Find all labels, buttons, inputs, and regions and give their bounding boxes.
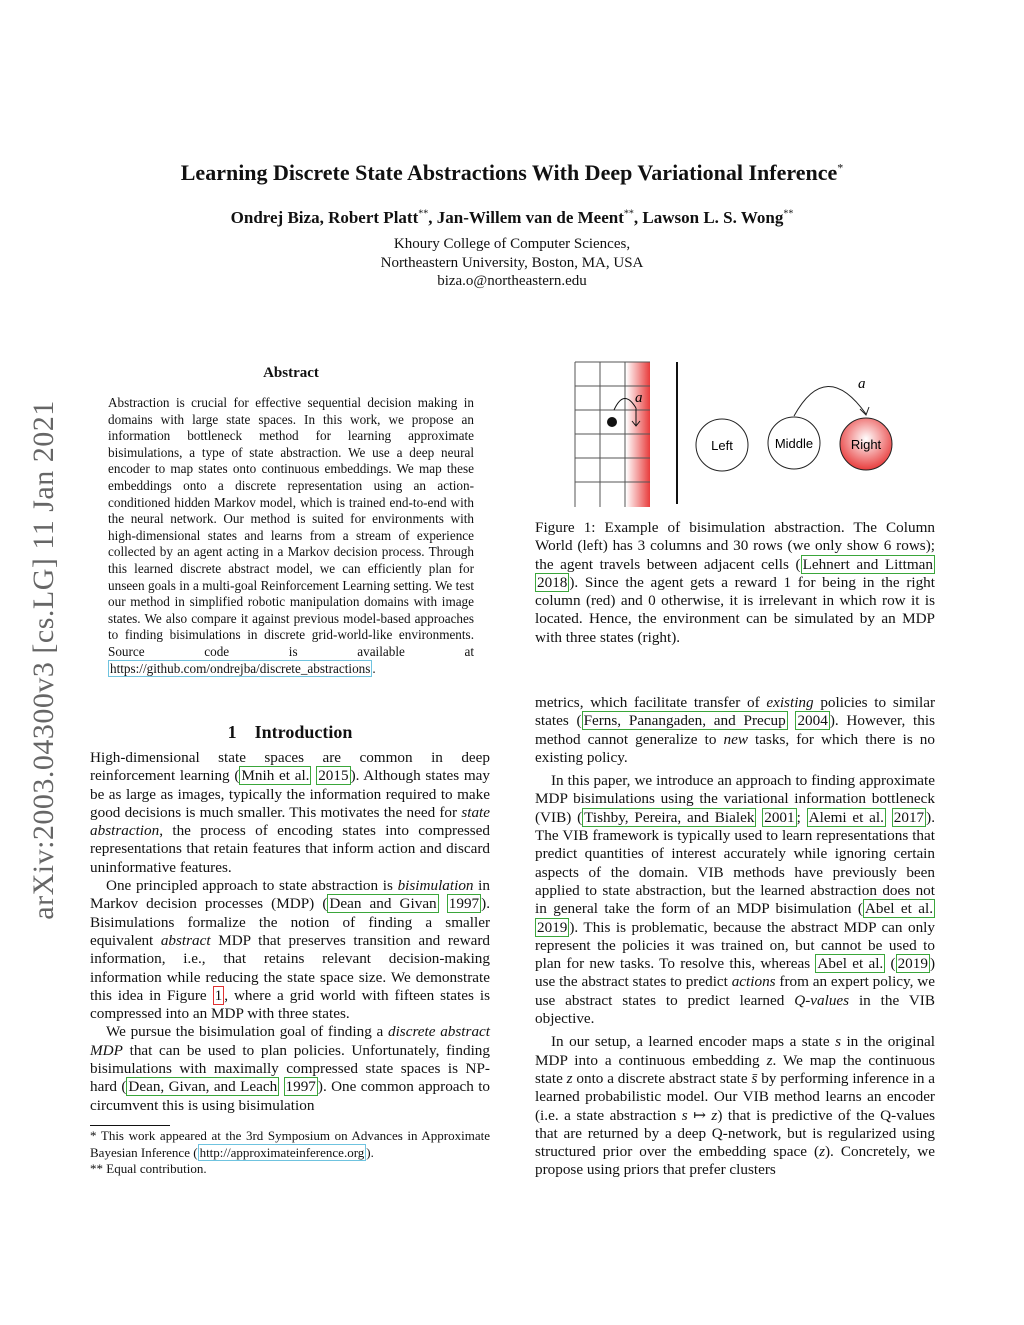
author-list: Ondrej Biza, Robert Platt**, Jan-Willem van de Meent**, Lawson L. S. Wong** — [230, 208, 794, 227]
citation-link[interactable]: Mnih et al. — [241, 767, 310, 785]
footnote-2: ** Equal contribution. — [90, 1161, 207, 1176]
mdp-action-label: a — [858, 376, 866, 392]
citation-link[interactable]: Abel et al. — [864, 900, 933, 918]
affiliation-line-2: Northeastern University, Boston, MA, USA — [380, 254, 644, 271]
footnote-link[interactable]: http://approximateinference.org — [199, 1144, 365, 1160]
left-column-text — [90, 749, 490, 1115]
title-footnote-mark: * — [837, 160, 844, 175]
citation-link[interactable]: Tishby, Pereira, and Bialek — [584, 808, 755, 826]
citation-year-link[interactable]: 2018 — [537, 573, 568, 591]
arxiv-sidebar — [20, 360, 68, 960]
figure-1-caption: Figure 1: Example of bisimulation abstraction. The Column World (left) has 3 columns and 30 rows (we only show 6 rows); the agent travels between adjacent cells ( Lehnert and Littman 2018 ). Since the agent gets a reward 1 for being in the right column (red) and 0 otherwise, it is irrelevant in which row it is located. Hence, the environment can be simulated by an MDP with three states (right). — [535, 519, 935, 646]
intro-paragraph-1: High-dimensional state spaces are common in deep reinforcement learning ( Mnih et al. 2015 ). Although states may be as large as images, typically the information required to make good decisions is much smaller. This motivates the need for state abstraction, the process of encoding states into compressed representations that retain features that inform action and discard uninformative features. — [90, 749, 490, 876]
right-paragraph-1: metrics, which facilitate transfer of existing policies to similar states ( Ferns, Panangaden, and Precup 2004 ). However, this method cannot generalize to new tasks, for which there is no existing policy. — [535, 694, 935, 766]
citation-year-link[interactable]: 2004 — [797, 712, 828, 730]
right-paragraph-2: In this paper, we introduce an approach to finding approximate MDP bisimulations using the variational information bottleneck (VIB) ( Tishby, Pereira, and Bialek 2001 ; Alemi et al. 2017 ). The VIB framework is typically used to learn representations that predict quantities of interest accurately while ignoring certain aspects of the domain. VIB methods have previously been applied to state abstraction, but the learned abstraction does not in general take the form of an MDP bisimulation ( Abel et al. 2019 ). This is problematic, because the abstract MDP can only represent the policies it was trained on, but cannot be used to plan for new tasks. To resolve this, whereas Abel et al. ( 2019 ) use the abstract states to predict actions from an expert policy, we use abstract states to predict learned Q-values in the VIB objective. — [535, 772, 935, 1028]
node-middle-label: Middle — [774, 436, 814, 451]
footnotes — [90, 1128, 490, 1178]
citation-year-link[interactable]: 2001 — [764, 808, 795, 826]
figure-1 — [570, 358, 940, 508]
figure-ref-link[interactable]: 1 — [214, 986, 223, 1004]
section-heading-introduction: 1 Introduction — [227, 722, 353, 742]
arxiv-id: arXiv:2003.04300v3 [cs.LG] 11 Jan 2021 — [27, 400, 60, 920]
citation-year-link[interactable]: 2019 — [537, 918, 568, 936]
abstract-body: Abstraction is crucial for effective sequential decision making in domains with large state spaces. In this work, we propose an information bottleneck method for learning approximate bisimulations, a type of state abstraction. We use a deep neural encoder to map states onto continuous embeddings. We map these embeddings onto a discrete representation using an action-conditioned hidden Markov model, which is trained end-to-end with the neural network. Our method is suited for environments with high-dimensional states and learns from a stream of experience collected by an agent acting in a Markov decision process. Through this learned discrete abstract model, we can efficiently plan for unseen goals in a multi-goal Reinforcement Learning setting. We test our method in simplified robotic manipulation domains with image states. We also compare it against previous model-based approaches to finding bisimulations in discrete grid-world-like environments. Source code is available at https://github.com/ondrejba/discrete_abstractions . — [108, 395, 474, 676]
author-email: biza.o@northeastern.edu — [437, 273, 587, 289]
footnote-rule — [90, 1125, 170, 1126]
agent-dot — [607, 417, 617, 427]
node-right-label: Right — [850, 437, 882, 452]
citation-year-link[interactable]: 1997 — [448, 895, 480, 913]
right-column-text — [535, 694, 935, 1180]
right-paragraph-3: In our setup, a learned encoder maps a state s in the original MDP into a continuous embedding z. We map the continuous state z onto a discrete abstract state s̄ by performing inference in a learned probabilistic model. Our VIB method learns an encoder (i.e. a state abstraction s ↦ z) that is predictive of the Q-values that are returned by a deep Q-network, but is regularized using structured prior over the embedding space (z). Concretely, we propose using priors that prefer clusters — [535, 1033, 936, 1179]
abstract-mdp — [696, 376, 892, 471]
abstract-heading: Abstract — [263, 365, 319, 381]
source-code-link[interactable]: https://github.com/ondrejba/discrete_abstractions — [110, 660, 371, 676]
paper-title: Learning Discrete State Abstractions With Deep Variational Inference* — [180, 160, 844, 185]
citation-link[interactable]: Lehnert and Littman — [802, 555, 933, 573]
footnote-1: * This work appeared at the 3rd Symposium on Advances in Approximate Bayesian Inference ( http://approximateinference.org ). — [90, 1128, 490, 1160]
citation-link[interactable]: Abel et al. — [817, 955, 884, 973]
affiliation — [0, 235, 1024, 291]
citation-year-link[interactable]: 1997 — [285, 1078, 316, 1096]
node-left-label: Left — [711, 438, 733, 453]
citation-link[interactable]: Ferns, Panangaden, and Precup — [583, 712, 786, 730]
grid-action-label: a — [635, 390, 643, 406]
citation-year-link[interactable]: 2019 — [897, 955, 928, 973]
affiliation-line-1: Khoury College of Computer Sciences, — [393, 236, 631, 252]
citation-link[interactable]: Dean and Givan — [329, 895, 437, 913]
citation-year-link[interactable]: 2015 — [318, 767, 349, 785]
citation-link[interactable]: Alemi et al. — [808, 808, 884, 826]
intro-paragraph-2: One principled approach to state abstraction is bisimulation in Markov decision processes (MDP) ( Dean and Givan 1997 ). Bisimulations formalize the notion of finding a smaller equivalent abstract MDP that preserves transition and reward information, i.e., that retains relevant decision-making information while reducing the state space size. We demonstrate this idea in Figure 1 , where a grid world with fifteen states is compressed into an MDP with three states. — [90, 877, 490, 1023]
citation-year-link[interactable]: 2017 — [893, 808, 925, 826]
citation-link[interactable]: Dean, Givan, and Leach — [128, 1078, 278, 1096]
intro-paragraph-3: We pursue the bisimulation goal of finding a discrete abstract MDP that can be used to plan policies. Unfortunately, finding bisimulations with maximally compressed state spaces is NP-hard ( Dean, Givan, and Leach 1997 ). One common approach to circumvent this is using bisimulation — [90, 1023, 491, 1114]
column-world-grid — [575, 362, 650, 507]
transition-arrow — [794, 386, 866, 416]
